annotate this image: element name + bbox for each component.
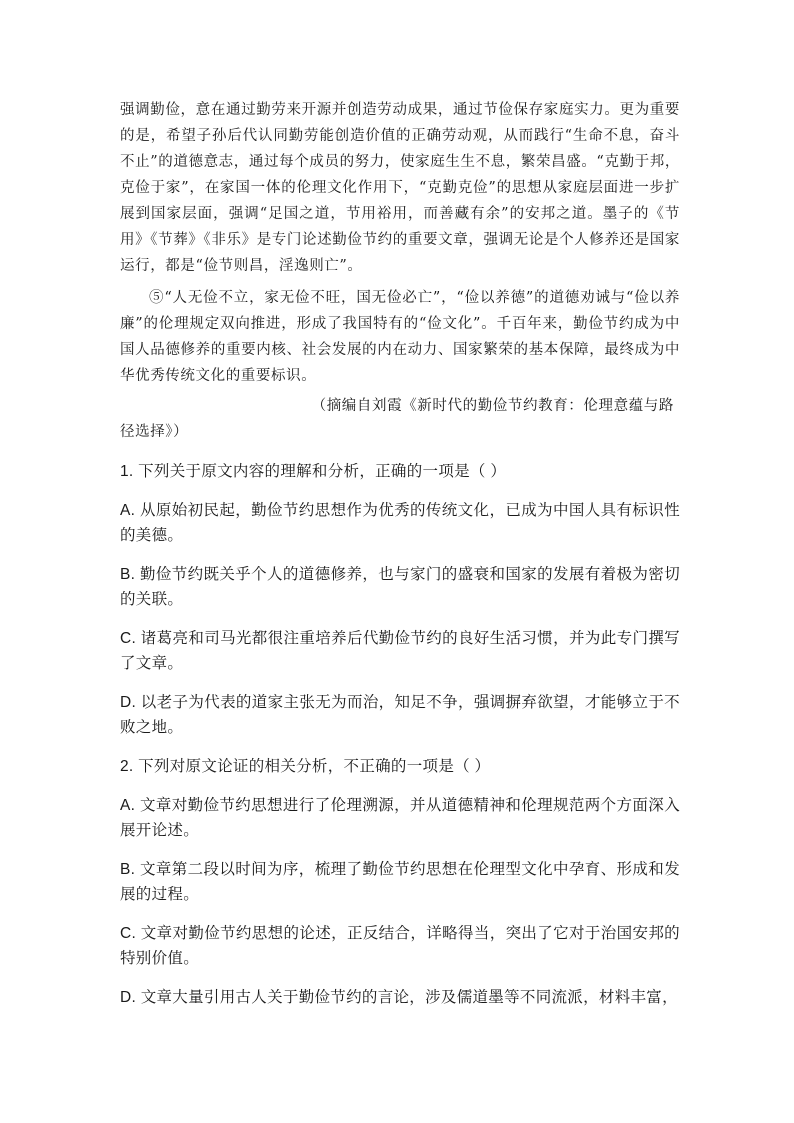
option-b: B. 勤俭节约既关乎个人的道德修养，也与家门的盛衰和国家的发展有着极为密切的关联。: [120, 566, 680, 608]
option-d: D. 以老子为代表的道家主张无为而治，知足不争，强调摒弃欲望，才能够立于不败之地。: [120, 694, 680, 736]
option-c: C. 文章对勤俭节约思想的论述，正反结合，详略得当，突出了它对于治国安邦的特别价值。: [120, 925, 680, 967]
option-b: B. 文章第二段以时间为序，梳理了勤俭节约思想在伦理型文化中孕育、形成和发展的过程。: [120, 861, 680, 903]
option-a: A. 从原始初民起，勤俭节约思想作为优秀的传统文化，已成为中国人具有标识性的美德。: [120, 502, 680, 544]
option-a: A. 文章对勤俭节约思想进行了伦理溯源，并从道德精神和伦理规范两个方面深入展开论述。: [120, 797, 680, 839]
passage-paragraph-5: ⑤“人无俭不立，家无俭不旺，国无俭必亡”，“俭以养德”的道德劝诫与“俭以养廉”的伦理规定双向推进，形成了我国特有的“俭文化”。千百年来，勤俭节约成为中国人品德修养的重要内核、社会发展的内在动力、国家繁荣的基本保障，最终成为中华优秀传统文化的重要标识。: [120, 290, 680, 384]
source-citation-line-1: （摘编自刘霞《新时代的勤俭节约教育：伦理意蕴与路: [311, 398, 674, 414]
question-stem: 2. 下列对原文论证的相关分析，不正确的一项是（ ）: [120, 758, 491, 775]
source-citation-line-2: 径选择》）: [120, 424, 189, 440]
option-c: C. 诸葛亮和司马光都很注重培养后代勤俭节约的良好生活习惯，并为此专门撰写了文章。: [120, 630, 680, 672]
source-citation: [120, 393, 680, 445]
question-1: [120, 459, 680, 740]
option-d: D. 文章大量引用古人关于勤俭节约的言论，涉及儒道墨等不同流派，材料丰富，: [120, 989, 678, 1006]
question-2: [120, 754, 680, 1010]
passage-paragraph-continued: 强调勤俭，意在通过勤劳来开源并创造劳动成果，通过节俭保存家庭实力。更为重要的是，希望子孙后代认同勤劳能创造价值的正确劳动观，从而践行“生命不息，奋斗不止”的道德意志，通过每个成员的努力，使家庭生生不息，繁荣昌盛。“克勤于邦，克俭于家”，在家国一体的伦理文化作用下，“克勤克俭”的思想从家庭层面进一步扩展到国家层面，强调“足国之道，节用裕用，而善藏有余”的安邦之道。墨子的《节用》《节葬》《非乐》是专门论述勤俭节约的重要文章，强调无论是个人修养还是国家运行，都是“俭节则昌，淫逸则亡”。: [120, 102, 680, 274]
document-content: [120, 97, 680, 1024]
question-stem: 1. 下列关于原文内容的理解和分析，正确的一项是（ ）: [120, 463, 507, 480]
